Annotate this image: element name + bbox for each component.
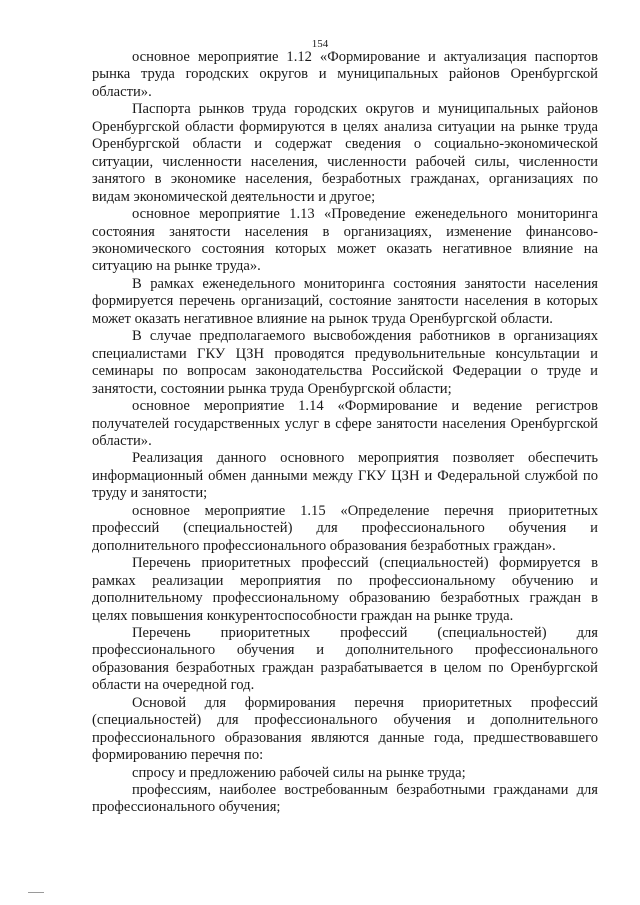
paragraph-measure-1-14: основное мероприятие 1.14 «Формирование и ведение регистров получателей государственных услуг в сфере занятости населения Оренбургской области». bbox=[92, 398, 598, 449]
paragraph-weekly-monitoring: В рамках еженедельного мониторинга состояния занятости населения формируется перечень организаций, состояние занятости населения в которых может оказать негативное влияние на рынок труда Оренбургской области. bbox=[92, 275, 598, 327]
paragraph-measure-1-12: основное мероприятие 1.12 «Формирование и актуализация паспортов рынка труда городских округов и муниципальных районов Оренбургской области». bbox=[92, 49, 598, 100]
paragraph-priority-list-basis: Основой для формирования перечня приоритетных профессий (специальностей) для профессионального обучения и дополнительного профессионального образования являются данные года, предшествовавшего формированию перечня по: bbox=[92, 694, 598, 764]
scan-margin-mark bbox=[28, 892, 44, 893]
paragraph-data-exchange: Реализация данного основного мероприятия позволяет обеспечить информационный обмен данными между ГКУ ЦЗН и Федеральной службой по труду и занятости; bbox=[92, 450, 598, 502]
paragraph-layoff-consultations: В случае предполагаемого высвобождения работников в организациях специалистами ГКУ ЦЗН проводятся предувольнительные консультации и семинары по вопросам законодательства Российской Федерации о труде и занятости, состоянии рынка труда Оренбургской области; bbox=[92, 328, 598, 397]
list-item-demanded-professions: профессиям, наиболее востребованным безработными гражданами для профессионального обучения; bbox=[92, 782, 598, 816]
document-body bbox=[92, 49, 598, 817]
paragraph-labor-passports: Паспорта рынков труда городских округов и муниципальных районов Оренбургской области формируются в целях анализа ситуации на рынке труда Оренбургской области и содержат сведения о социально-экономической ситуации, численности населения, численности рабочей силы, численности занятого в экономике населения, безработных гражданах, организациях по видам экономической деятельности и другое; bbox=[92, 101, 598, 205]
paragraph-priority-list-formation: Перечень приоритетных профессий (специальностей) формируется в рамках реализации мероприятия по профессиональному обучению и дополнительному профессиональному образованию безработных граждан в целях повышения конкурентоспособности граждан на рынке труда. bbox=[92, 555, 598, 624]
paragraph-measure-1-15: основное мероприятие 1.15 «Определение перечня приоритетных профессий (специальностей) для профессионального обучения и дополнительного профессионального образования безработных граждан». bbox=[92, 502, 598, 554]
page-number: 154 bbox=[311, 38, 329, 50]
list-item-labor-supply-demand: спросу и предложению рабочей силы на рынке труда; bbox=[132, 764, 466, 781]
paragraph-priority-list-annual: Перечень приоритетных профессий (специальностей) для профессионального обучения и дополнительного профессионального образования безработных граждан разрабатывается в целом по Оренбургской области на очередной год. bbox=[92, 624, 598, 694]
paragraph-measure-1-13: основное мероприятие 1.13 «Проведение еженедельного мониторинга состояния занятости населения в организациях, изменение финансово-экономического состояния которых может оказать негативное влияние на ситуацию на рынке труда». bbox=[92, 206, 598, 275]
